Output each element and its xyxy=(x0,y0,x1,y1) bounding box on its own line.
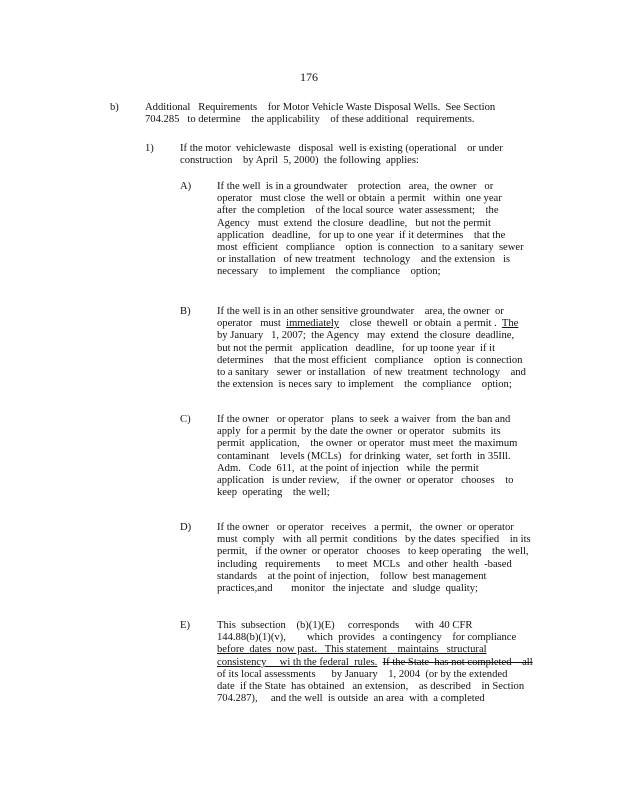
text-run: keep operating the well; xyxy=(217,487,330,499)
text-run: permit application, the owner or operator must meet the maximum xyxy=(217,438,518,450)
text-line xyxy=(217,487,517,499)
text-run: including requirements to meet MCLs and other health -based xyxy=(217,558,512,570)
text-line xyxy=(217,218,524,230)
underlined-text: consistency wi th the federal rules. xyxy=(217,656,378,668)
text-run: of its local assessments by January 1, 2004 (or by the extended xyxy=(217,668,508,680)
text-line xyxy=(217,546,531,558)
text-line xyxy=(217,367,526,379)
text-line xyxy=(217,343,526,355)
text-line xyxy=(180,143,503,155)
text-line xyxy=(217,669,533,681)
text-line xyxy=(145,102,495,114)
text-run: must comply with all permit conditions by the dates specified in its xyxy=(217,534,531,546)
text-line xyxy=(217,620,533,632)
text-line xyxy=(217,451,517,463)
text-line xyxy=(217,438,517,450)
text-line xyxy=(217,379,526,391)
text-line xyxy=(217,181,524,193)
text-run: If the well is in an other sensitive groundwater area, the owner or xyxy=(217,306,504,317)
section-b-text xyxy=(145,102,495,126)
text-line xyxy=(217,693,533,705)
text-line xyxy=(217,355,526,367)
item-e-label: E) xyxy=(180,620,190,631)
text-line xyxy=(217,463,517,475)
item-c-text xyxy=(217,414,517,499)
struck-text: If the State has not completed all xyxy=(382,656,533,668)
text-line xyxy=(217,426,517,438)
item-b-label: B) xyxy=(180,306,191,317)
text-line xyxy=(217,583,531,595)
text-line xyxy=(217,193,524,205)
text-line xyxy=(217,522,531,534)
text-run: by January 1, 2007; the Agency may extend the closure deadline, xyxy=(217,330,515,342)
item-b-text xyxy=(217,306,526,391)
text-run: practices,and monitor the injectate and sludge quality; xyxy=(217,583,478,595)
item-a-text xyxy=(217,181,524,279)
text-run: This subsection (b)(1)(E) corresponds with 40 CFR xyxy=(217,620,473,631)
text-line xyxy=(217,205,524,217)
text-line xyxy=(217,657,533,669)
text-line xyxy=(217,534,531,546)
text-run: necessary to implement the compliance option; xyxy=(217,266,441,278)
text-line xyxy=(217,632,533,644)
text-line xyxy=(217,230,524,242)
text-line xyxy=(145,114,495,126)
text-run: determines that the most efficient compliance option is connection xyxy=(217,354,523,366)
text-line xyxy=(217,644,533,656)
item-d-label: D) xyxy=(180,522,192,533)
text-line xyxy=(217,414,517,426)
text-run: date if the State has obtained an extension, as described in Section xyxy=(217,681,525,693)
text-run: after the completion of the local source water assessment; the xyxy=(217,205,499,217)
item-1-text xyxy=(180,143,503,167)
text-run: 704.285 to determine the applicability of these additional requirements. xyxy=(145,114,475,126)
text-run: Additional Requirements for Motor Vehicle Waste Disposal Wells. See Section xyxy=(145,102,496,113)
text-run: operator must close the well or obtain a permit within one year xyxy=(217,193,502,205)
text-run: the extension is neces sary to implement the compliance option; xyxy=(217,379,512,391)
text-run: construction by April 5, 2000) the following applies: xyxy=(180,155,419,167)
text-run: Adm. Code 611, at the point of injection while the permit xyxy=(217,462,479,474)
text-run: If the motor vehiclewaste disposal well is existing (operational or under xyxy=(180,143,503,154)
text-run: most efficient compliance option is connection to a sanitary sewer xyxy=(217,242,524,254)
text-line xyxy=(217,571,531,583)
text-run: standards at the point of injection, follow best management xyxy=(217,570,487,582)
text-run: apply for a permit by the date the owner or operator submits its xyxy=(217,426,501,438)
text-run: operator must xyxy=(217,318,287,330)
item-a-label: A) xyxy=(180,181,192,192)
underlined-text: before dates now past. This statement maintains structural xyxy=(217,644,487,656)
text-run: but not the permit application deadline, for up toone year if it xyxy=(217,342,496,354)
text-run: to a sanitary sewer or installation of new treatment technology and xyxy=(217,367,526,379)
item-1-label: 1) xyxy=(145,143,154,154)
page-number: 176 xyxy=(300,70,318,84)
text-run: If the well is in a groundwater protection area, the owner or xyxy=(217,181,494,192)
text-line xyxy=(217,681,533,693)
text-line xyxy=(217,318,526,330)
text-line xyxy=(217,306,526,318)
text-run: If the owner or operator receives a permit, the owner or operator xyxy=(217,522,514,533)
text-line xyxy=(217,330,526,342)
item-e-text xyxy=(217,620,533,705)
item-d-text xyxy=(217,522,531,595)
text-run: 144.88(b)(1)(v), which provides a contingency for compliance xyxy=(217,632,517,644)
text-line xyxy=(217,266,524,278)
text-run: application deadline, for up to one year if it determines that the xyxy=(217,229,506,241)
text-run: permit, if the owner or operator chooses to keep operating the well, xyxy=(217,546,529,558)
underlined-text: immediately xyxy=(286,318,340,330)
text-line xyxy=(217,475,517,487)
text-run: contaminant levels (MCLs) for drinking water, set forth in 35Ill. xyxy=(217,450,511,462)
text-line xyxy=(180,155,503,167)
text-run: application is under review, if the owner or operator chooses to xyxy=(217,475,514,487)
text-run: or installation of new treatment technology and the extension is xyxy=(217,254,511,266)
text-line xyxy=(217,254,524,266)
text-run: close thewell or obtain a permit . xyxy=(339,318,502,330)
text-line xyxy=(217,242,524,254)
section-b-label: b) xyxy=(110,102,119,113)
underlined-text: The xyxy=(501,318,519,330)
text-run: If the owner or operator plans to seek a waiver from the ban and xyxy=(217,414,511,425)
text-run: Agency must extend the closure deadline, but not the permit xyxy=(217,217,491,229)
item-c-label: C) xyxy=(180,414,191,425)
text-run: 704.287), and the well is outside an area with a completed xyxy=(217,693,485,705)
text-line xyxy=(217,559,531,571)
